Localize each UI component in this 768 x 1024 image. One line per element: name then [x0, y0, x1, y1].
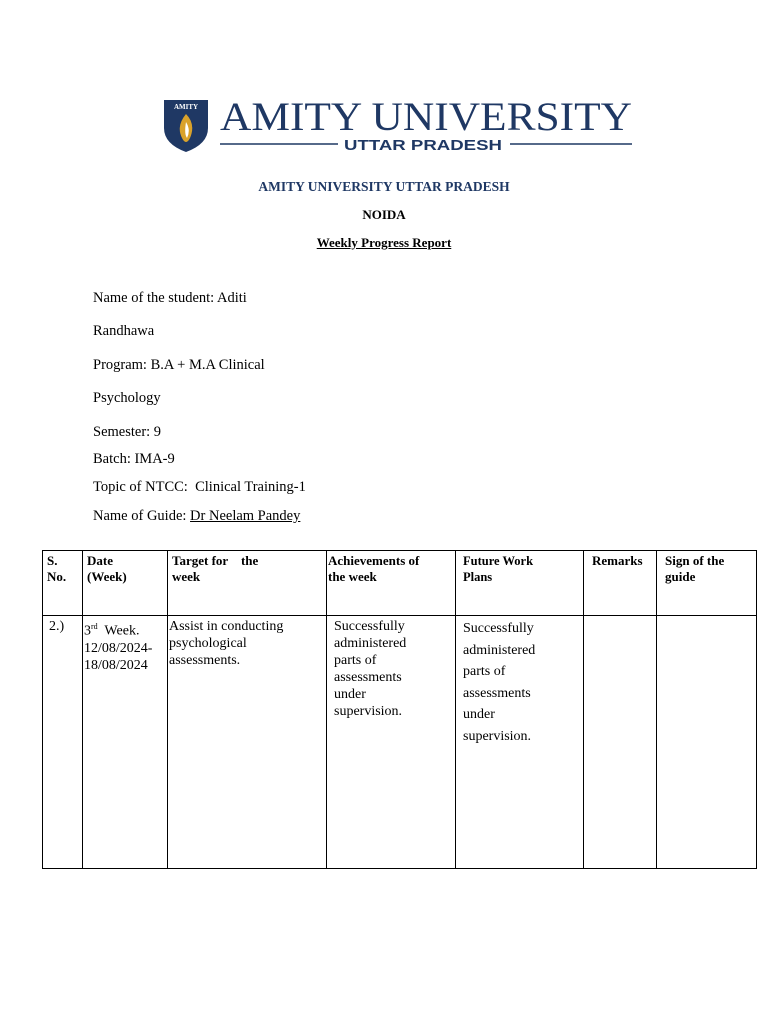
- cell-target: Assist in conducting psychological assessments.: [168, 616, 327, 869]
- header-sign: Sign of the guide: [657, 551, 757, 616]
- header-date: Date (Week): [83, 551, 168, 616]
- guide-name: Dr Neelam Pandey: [190, 508, 301, 524]
- university-logo: [162, 94, 638, 154]
- guide-label: Name of Guide:: [93, 508, 191, 524]
- semester: Semester: 9: [93, 424, 162, 440]
- program-line-1: Program: B.A + M.A Clinical: [93, 357, 265, 373]
- guide-line: [93, 508, 300, 525]
- city-heading: NOIDA: [362, 207, 406, 222]
- ntcc-topic: Topic of NTCC: Clinical Training-1: [93, 479, 306, 495]
- header-future-plans: Future Work Plans: [456, 551, 584, 616]
- header-achievements: Achievements of the week: [327, 551, 456, 616]
- cell-remarks: [584, 616, 657, 869]
- cell-future-plans: Successfully administered parts of assessments under supervision.: [456, 616, 584, 869]
- cell-achievements: Successfully administered parts of assessments under supervision.: [327, 616, 456, 869]
- program-line-2: Psychology: [93, 390, 161, 406]
- university-heading: AMITY UNIVERSITY UTTAR PRADESH: [258, 179, 510, 194]
- logo-subtitle: UTTAR PRADESH: [344, 137, 502, 154]
- student-name-line-1: Name of the student: Aditi: [93, 290, 247, 306]
- cell-date: 3rd Week. 12/08/2024- 18/08/2024: [83, 616, 168, 869]
- report-title: Weekly Progress Report: [316, 235, 452, 250]
- header-sno: S. No.: [43, 551, 83, 616]
- header-remarks: Remarks: [584, 551, 657, 616]
- progress-table: [42, 550, 757, 869]
- cell-sign: [657, 616, 757, 869]
- table-row: [43, 616, 757, 869]
- logo-name: AMITY UNIVERSITY: [220, 94, 632, 139]
- crest-text: AMITY: [173, 103, 199, 111]
- cell-sno: 2.): [43, 616, 83, 869]
- table-header-row: [43, 551, 757, 616]
- batch: Batch: IMA-9: [93, 451, 175, 467]
- student-name-line-2: Randhawa: [93, 323, 155, 339]
- logo-graphic: [162, 94, 638, 154]
- header-target: Target for the week: [168, 551, 327, 616]
